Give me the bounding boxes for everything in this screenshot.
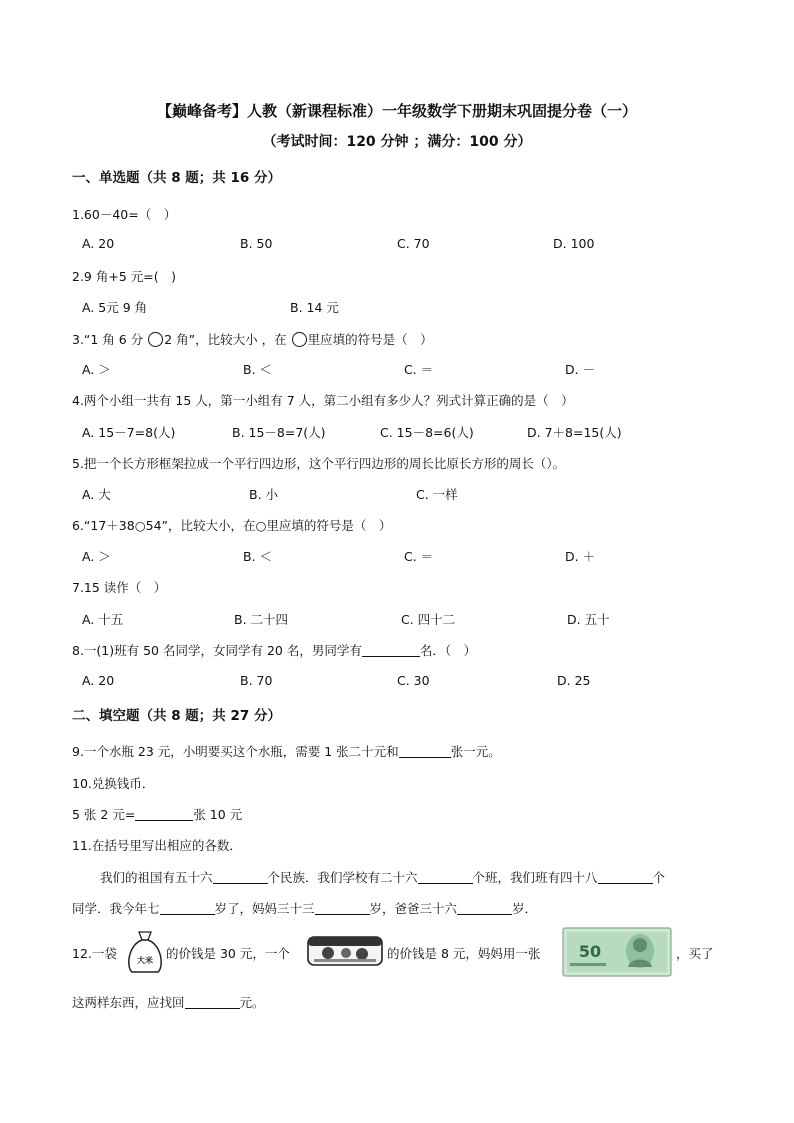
question-5: 5.把一个长方形框架拉成一个平行四边形，这个平行四边形的周长比原长方形的周长（）。 <box>72 456 566 471</box>
section-fill-in: 二、填空题（共 8 题；共 27 分） <box>72 708 281 724</box>
q11-text: 个 <box>652 870 666 885</box>
answer-blank[interactable] <box>457 901 512 915</box>
question-11-line2 <box>72 899 537 917</box>
exam-subtitle: （考试时间：120 分钟 ；满分：100 分） <box>262 134 532 150</box>
answer-blank[interactable] <box>160 901 215 915</box>
question-9 <box>72 742 501 760</box>
question-11-line1 <box>100 868 665 886</box>
q12-text-part3: 的价钱是 8 元，妈妈用一张 <box>387 946 541 961</box>
q11-text: 岁，爸爸三十六 <box>369 901 458 916</box>
answer-blank[interactable] <box>135 807 193 821</box>
q8-text-part2: 名．（ ） <box>419 643 477 658</box>
q7-option-a[interactable]: A. 十五 <box>82 612 124 627</box>
q12-text-line2b: 元。 <box>239 995 265 1010</box>
answer-blank[interactable] <box>185 995 240 1009</box>
q12-text-part4: ，买了 <box>676 946 714 961</box>
q11-text: 岁． <box>512 901 538 916</box>
question-10-line2 <box>72 805 242 823</box>
answer-blank[interactable] <box>213 870 268 884</box>
q3-option-a[interactable]: A. ＞ <box>82 362 111 377</box>
q12-text-part2: 的价钱是 30 元，一个 <box>166 946 290 961</box>
q11-text: 个班，我们班有四十八 <box>472 870 598 885</box>
q4-option-a[interactable]: A. 15－7=8(人) <box>82 425 176 440</box>
q6-option-c[interactable]: C. ＝ <box>404 549 434 564</box>
q6-option-d[interactable]: D. ＋ <box>565 549 596 564</box>
question-8 <box>72 641 476 659</box>
q1-option-a[interactable]: A. 20 <box>82 236 115 251</box>
q8-option-d[interactable]: D. 25 <box>557 673 591 688</box>
q7-option-d[interactable]: D. 五十 <box>567 612 610 627</box>
q7-option-c[interactable]: C. 四十二 <box>401 612 456 627</box>
q5-option-a[interactable]: A. 大 <box>82 487 111 502</box>
q4-option-d[interactable]: D. 7＋8=15(人) <box>527 425 622 440</box>
answer-blank[interactable] <box>362 643 420 657</box>
q1-option-c[interactable]: C. 70 <box>397 236 430 251</box>
q1-option-b[interactable]: B. 50 <box>240 236 273 251</box>
q4-option-c[interactable]: C. 15－8=6(人) <box>380 425 474 440</box>
circle-blank[interactable] <box>292 332 307 347</box>
q3-text-part3: 里应填的符号是（ ） <box>307 332 433 347</box>
q9-text-part1: 9.一个水瓶 23 元，小明要买这个水瓶，需要 1 张二十元和 <box>72 744 399 759</box>
exam-title: 【巅峰备考】人教（新课程标准）一年级数学下册期末巩固提分卷（一） <box>156 102 637 120</box>
q8-option-b[interactable]: B. 70 <box>240 673 273 688</box>
answer-blank[interactable] <box>418 870 473 884</box>
question-6: 6.“17＋38○54”，比较大小，在○里应填的符号是（ ） <box>72 518 392 533</box>
q3-option-d[interactable]: D. － <box>565 362 596 377</box>
answer-blank[interactable] <box>598 870 653 884</box>
circle-blank[interactable] <box>148 332 163 347</box>
question-2: 2.9 角+5 元=( ) <box>72 269 176 284</box>
fifty-yuan-note-icon <box>562 927 672 977</box>
q3-option-c[interactable]: C. ＝ <box>404 362 434 377</box>
q11-text: 我们的祖国有五十六 <box>100 870 213 885</box>
question-1: 1.60－40=（ ） <box>72 207 177 222</box>
q5-option-b[interactable]: B. 小 <box>249 487 279 502</box>
q2-option-a[interactable]: A. 5元 9 角 <box>82 300 148 315</box>
q4-option-b[interactable]: B. 15－8=7(人) <box>232 425 326 440</box>
answer-blank[interactable] <box>315 901 370 915</box>
bag-label: 大米 <box>137 956 153 965</box>
q3-option-b[interactable]: B. ＜ <box>243 362 273 377</box>
q3-text-part1: 3.“1 角 6 分 <box>72 332 148 347</box>
q11-text: 同学．我今年七 <box>72 901 160 916</box>
q6-option-a[interactable]: A. ＞ <box>82 549 111 564</box>
answer-blank[interactable] <box>399 744 451 758</box>
question-10: 10.兑换钱币． <box>72 776 155 791</box>
note-value: 50 <box>578 942 602 961</box>
q10-text-b: 张 10 元 <box>193 807 243 822</box>
q9-text-part2: 张一元。 <box>450 744 501 759</box>
q6-option-b[interactable]: B. ＜ <box>243 549 273 564</box>
q5-option-c[interactable]: C. 一样 <box>416 487 458 502</box>
question-12-line2 <box>72 993 265 1011</box>
q12-text-line2a: 这两样东西，应找回 <box>72 995 185 1010</box>
rice-bag-icon <box>124 929 166 975</box>
question-7: 7.15 读作（ ） <box>72 580 167 595</box>
q1-option-d[interactable]: D. 100 <box>553 236 595 251</box>
q11-text: 岁了，妈妈三十三 <box>214 901 315 916</box>
q7-option-b[interactable]: B. 二十四 <box>234 612 289 627</box>
question-3 <box>72 330 433 348</box>
q8-option-a[interactable]: A. 20 <box>82 673 115 688</box>
question-4: 4.两个小组一共有 15 人，第一小组有 7 人，第二小组有多少人？列式计算正确的是（ ） <box>72 393 574 408</box>
q8-option-c[interactable]: C. 30 <box>397 673 430 688</box>
q12-text-part1: 12.一袋 <box>72 946 117 961</box>
q11-text: 个民族．我们学校有二十六 <box>267 870 418 885</box>
q3-text-part2: 2 角”，比较大小 ，在 <box>164 332 291 347</box>
pencil-case-icon <box>306 933 384 969</box>
question-11: 11.在括号里写出相应的各数． <box>72 838 242 853</box>
section-single-choice: 一、单选题（共 8 题；共 16 分） <box>72 170 281 186</box>
q8-text-part1: 8.一(1)班有 50 名同学，女同学有 20 名，男同学有 <box>72 643 362 658</box>
q2-option-b[interactable]: B. 14 元 <box>290 300 339 315</box>
q10-text-a: 5 张 2 元= <box>72 807 136 822</box>
